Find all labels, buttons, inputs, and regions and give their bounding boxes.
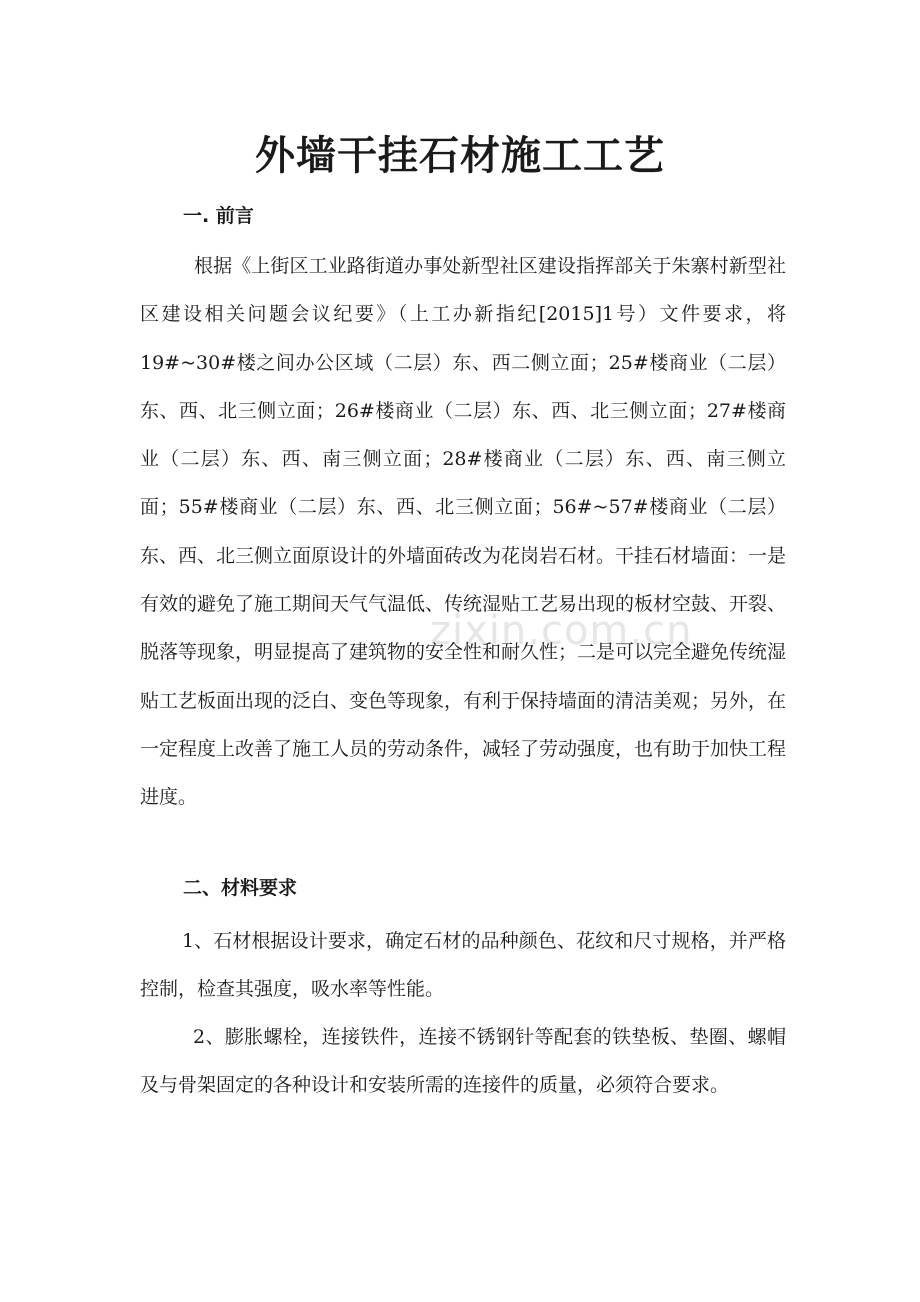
materials-item-2: 2、膨胀螺栓，连接铁件，连接不锈钢针等配套的铁垫板、垫圈、螺帽及与骨架固定的各种设计和安装所需的连接件的质量，必须符合要求。 <box>140 1026 786 1097</box>
watermark: zixin.com.cn <box>430 608 693 654</box>
section-heading-preface: 一. 前言 <box>183 205 254 227</box>
materials-item-1: 1、石材根据设计要求，确定石材的品种颜色、花纹和尺寸规格，并严格控制，检查其强度，吸水率等性能。 <box>140 930 786 1001</box>
section-heading-materials: 二、材料要求 <box>183 877 298 899</box>
preface-paragraph: 根据《上街区工业路街道办事处新型社区建设指挥部关于朱寨村新型社区建设相关问题会议纪要》（上工办新指纪[2015]1号）文件要求，将 19#~30#楼之间办公区域（二层）东、西二侧立面；25#楼商业（二层）东、西、北三侧立面；26#楼商业（二层）东、西、北三侧立面；27#楼商业（二层）东、西、南三侧立面；28#楼商业（二层）东、西、南三侧立面；55#楼商业（二层）东、西、北三侧立面；56#~57#楼商业（二层）东、西、北三侧立面原设计的外墙面砖改为花岗岩石材。干挂石材墙面：一是有效的避免了施工期间天气气温低、传统湿贴工艺易出现的板材空鼓、开裂、脱落等现象，明显提高了建筑物的安全性和耐久性；二是可以完全避免传统湿贴工艺板面出现的泛白、变色等现象，有利于保持墙面的清洁美观；另外，在一定程度上改善了施工人员的劳动条件，减轻了劳动强度，也有助于加快工程进度。 <box>140 255 787 809</box>
document-title: 外墙干挂石材施工工艺 <box>255 133 665 179</box>
